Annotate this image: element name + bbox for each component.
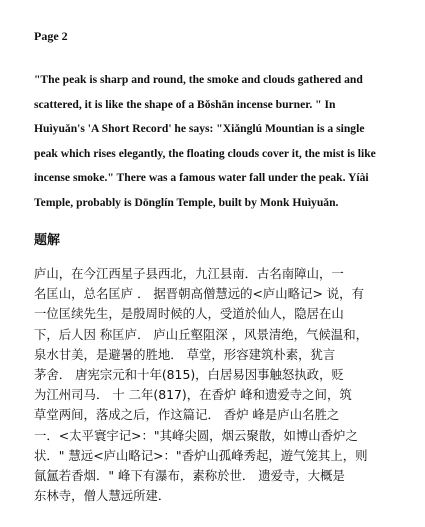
commentary-line: 茅舍． 唐宪宗元和十年(815)，白居易因事触怒执政，贬 — [34, 366, 344, 382]
commentary-line: 庐山，在今江西星子县西北，九江县南．古名南障山，一 — [34, 266, 344, 281]
commentary-line: 一位匡续先生，是殷周时候的人，受道於仙人，隐居在山 — [34, 306, 344, 322]
translation-line: Huìyuǎn's 'A Short Record' he says: "Xiǎnglú Mountian is a single — [34, 122, 365, 136]
translation-line: Temple, probably is Dōnglín Temple, built by Monk Huìyuǎn. — [34, 195, 339, 209]
commentary-paragraph — [34, 264, 409, 506]
commentary-line: 草堂两间，落成之后，作这篇记． 香炉 峰是庐山名胜之 — [34, 407, 340, 423]
commentary-line: 为江州司马． 十 二年(817)，在香炉 峰和遗爱寺之间，筑 — [34, 387, 352, 403]
commentary-line: 泉水甘美，是避暑的胜地． 草堂，形容建筑朴素，犹言 — [34, 346, 336, 362]
translation-line: incense smoke." There was a famous water fall under the peak. Yíài — [34, 171, 369, 185]
translation-line: peak which rises elegantly, the floating clouds cover it, the mist is like — [34, 146, 376, 160]
commentary-line: 氤氲若香烟．" 峰下有瀑布，素称於世． 遗爱寺，大概是 — [34, 467, 345, 483]
commentary-line: 名匡山，总名匡庐 ． 据晋朝高僧慧远的<庐山略记> 说，有 — [34, 286, 364, 302]
commentary-line: 东林寺，僧人慧远所建． — [34, 488, 171, 504]
translation-paragraph — [34, 68, 404, 216]
commentary-line: 一．<太平寰宇记>："其峰尖圆，烟云聚散，如博山香炉之 — [34, 427, 358, 443]
page-number: Page 2 — [34, 29, 68, 43]
commentary-line: 状．" 慧远<庐山略记>："香炉山孤峰秀起，遊气笼其上，则 — [34, 447, 368, 463]
commentary-heading: 题解 — [34, 233, 61, 248]
translation-line: "The peak is sharp and round, the smoke and clouds gathered and — [34, 73, 363, 86]
translation-line: scattered, it is like the shape of a Bǒshān incense burner. " In — [34, 97, 336, 111]
commentary-line: 下，后人因 称匡庐． 庐山丘壑阻深 ，风景清绝，气候温和， — [34, 326, 368, 342]
